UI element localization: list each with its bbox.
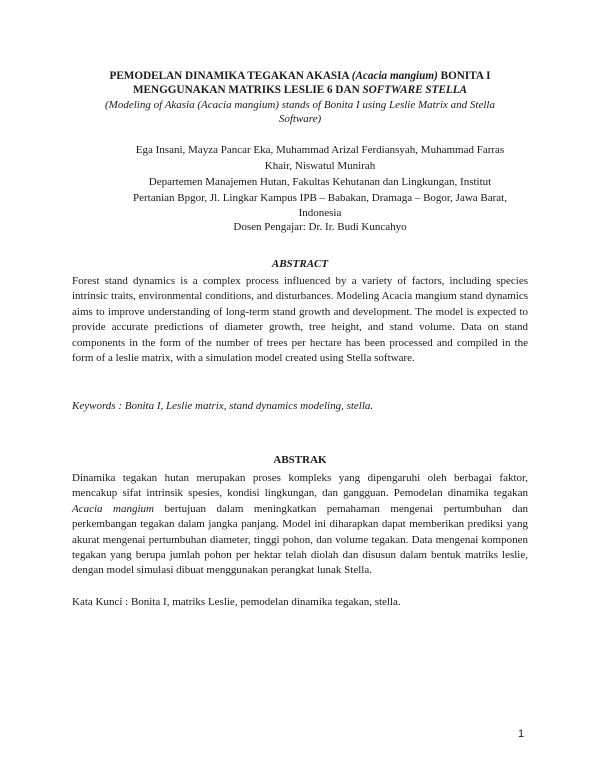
abstrak-body-species: Acacia mangium: [72, 502, 154, 515]
subtitle-line2: Software): [278, 113, 322, 125]
advisor: Dosen Pengajar: Dr. Ir. Budi Kuncahyo: [233, 221, 407, 233]
authors-line2: Khair, Niswatul Munirah: [264, 159, 376, 172]
abstract-heading: ABSTRACT: [271, 258, 329, 270]
affiliation: [110, 175, 530, 222]
paper-subtitle: [60, 98, 540, 126]
title-species: (Acacia mangium): [351, 70, 438, 82]
abstract-body: Forest stand dynamics is a complex process influenced by a variety of factors, including species intrinsic traits, environmental conditions, and disturbances. Modeling Acacia mangium stand dynamics aims to improve understanding of long-term stand growth and development. The model is expected to provide accurate predictions of diameter growth, tree height, and stand volume. Data on stand components in the form of the number of trees per hectare has been processed and compiled in the form of a leslie matrix, with a simulation model created using Stella software.: [72, 275, 528, 365]
paper-title: [60, 69, 540, 97]
abstrak-heading: ABSTRAK: [273, 454, 327, 466]
abstract-keywords: Keywords : Bonita I, Leslie matrix, stand dynamics modeling, stella.: [72, 400, 374, 412]
abstrak-body-part2: bertujuan dalam meningkatkan pemahaman mengenai pertumbuhan dan perkembangan tegakan dalam jangka panjang. Model ini diharapkan dapat memberikan prediksi yang akurat mengenai pertumbuhan diameter, tinggi pohon, dan volume tegakan. Data mengenai komponen tegakan yang berupa jumlah pohon per hektar telah diolah dan disusun dalam bentuk matriks leslie, dengan model simulasi dibuat menggunakan perangkat lunak Stella.: [72, 502, 528, 577]
affiliation-line2: Pertanian Bpgor, Jl. Lingkar Kampus IPB – Babakan, Dramaga – Bogor, Jawa Barat,: [133, 191, 507, 204]
subtitle-line1: (Modeling of Akasia (Acacia mangium) stands of Bonita I using Leslie Matrix and Stella: [105, 99, 495, 111]
abstrak-body: [72, 471, 528, 579]
abstrak-body-part1: Dinamika tegakan hutan merupakan proses kompleks yang dipengaruhi oleh berbagai faktor, mencakup sifat intrinsik spesies, kondisi lingkungan, dan gangguan. Pemodelan dinamika tegakan: [72, 472, 528, 500]
affiliation-line3: Indonesia: [298, 207, 342, 219]
title-software: SOFTWARE STELLA: [362, 84, 467, 96]
abstrak-keywords: Kata Kunci : Bonita I, matriks Leslie, pemodelan dinamika tegakan, stella.: [72, 596, 401, 608]
title-line2-start: MENGGUNAKAN MATRIKS LESLIE 6 DAN: [132, 84, 363, 96]
page-number: 1: [518, 728, 525, 740]
title-line1-end: BONITA I: [437, 70, 491, 82]
title-line1-start: PEMODELAN DINAMIKA TEGAKAN AKASIA: [109, 70, 352, 82]
authors: [110, 143, 530, 174]
affiliation-line1: Departemen Manajemen Hutan, Fakultas Kehutanan dan Lingkungan, Institut: [148, 176, 492, 188]
authors-line1: Ega Insani, Mayza Pancar Eka, Muhammad Arizal Ferdiansyah, Muhammad Farras: [135, 144, 505, 156]
